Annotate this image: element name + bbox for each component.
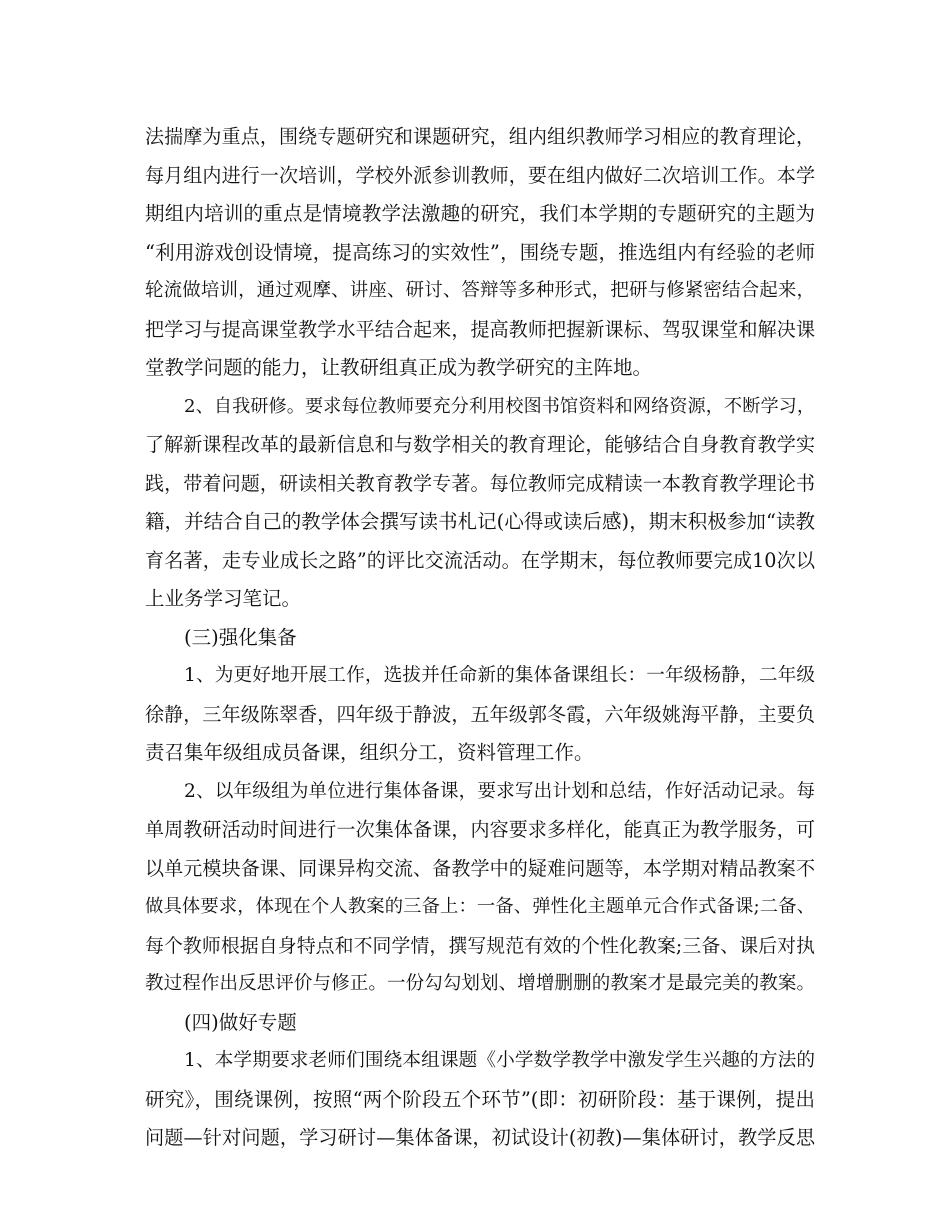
text-line: 轮流做培训，通过观摩、讲座、研讨、答辩等多种形式，把研与修紧密结合起来， (145, 280, 815, 301)
text-line: 责召集年级组成员备课，组织分工，资料管理工作。 (145, 741, 594, 764)
text-line: “利用游戏创设情境，提高练习的实效性”，围绕专题，推选组内有经验的老师 (145, 240, 815, 264)
text-line: 问题—针对问题，学习研讨—集体备课，初试设计(初教)—集体研讨，教学反思 (145, 1126, 815, 1149)
text-line: 堂教学问题的能力，让教研组真正成为教学研究的主阵地。 (145, 356, 653, 379)
text-line: 研究》，围绕课例，按照“两个阶段五个环节”(即：初研阶段：基于课例，提出 (145, 1087, 815, 1111)
text-line: 育名著，走专业成长之路”的评比交流活动。在学期末，每位教师要完成10次以 (145, 548, 815, 572)
section-heading: (四)做好专题 (184, 1010, 297, 1034)
paragraph-start-line: 1、为更好地开展工作，选拔并任命新的集体备课组长：一年级杨静，二年级 (184, 665, 815, 686)
text-line: 把学习与提高课堂教学水平结合起来，提高教师把握新课标、驾驭课堂和解决课 (145, 318, 815, 341)
paragraph-start-line: 1、本学期要求老师们围绕本组课题《小学数学教学中激发学生兴趣的方法的 (184, 1050, 815, 1071)
text-line: 法揣摩为重点，围绕专题研究和课题研究，组内组织教师学习相应的教育理论， (145, 126, 815, 148)
text-line: 做具体要求，体现在个人教案的三备上：一备、弹性化主题单元合作式备课;二备、 (145, 896, 815, 917)
section-heading: (三)强化集备 (184, 625, 297, 649)
paragraph-start-line: 2、以年级组为单位进行集体备课，要求写出计划和总结，作好活动记录。每 (184, 780, 815, 802)
text-line: 践，带着问题，研读相关教育教学专著。每位教师完成精读一本教育教学理论书 (145, 472, 815, 495)
paragraph-start-line: 2、自我研修。要求每位教师要充分利用校图书馆资料和网络资源，不断学习， (184, 395, 815, 417)
text-line: 上业务学习笔记。 (145, 587, 302, 610)
text-line: 单周教研活动时间进行一次集体备课，内容要求多样化，能真正为教学服务，可 (145, 819, 815, 841)
document-body (145, 118, 815, 1158)
text-line: 籍，并结合自己的教学体会撰写读书札记(心得或读后感)，期末积极参加“读教 (145, 510, 815, 533)
text-line: 每个教师根据自身特点和不同学情，撰写规范有效的个性化教案;三备、课后对执 (145, 934, 815, 957)
text-line: 了解新课程改革的最新信息和与数学相关的教育理论，能够结合自身教育教学实 (145, 434, 815, 456)
text-line: 教过程作出反思评价与修正。一份勾勾划划、增增删删的教案才是最完美的教案。 (145, 973, 815, 994)
text-line: 期组内培训的重点是情境教学法激趣的研究，我们本学期的专题研究的主题为 (145, 202, 815, 225)
text-line: 每月组内进行一次培训，学校外派参训教师，要在组内做好二次培训工作。本学 (145, 164, 815, 187)
text-line: 徐静，三年级陈翠香，四年级于静波，五年级郭冬霞，六年级姚海平静，主要负 (145, 703, 815, 726)
text-line: 以单元模块备课、同课异构交流、备教学中的疑难问题等，本学期对精品教案不 (145, 857, 815, 880)
